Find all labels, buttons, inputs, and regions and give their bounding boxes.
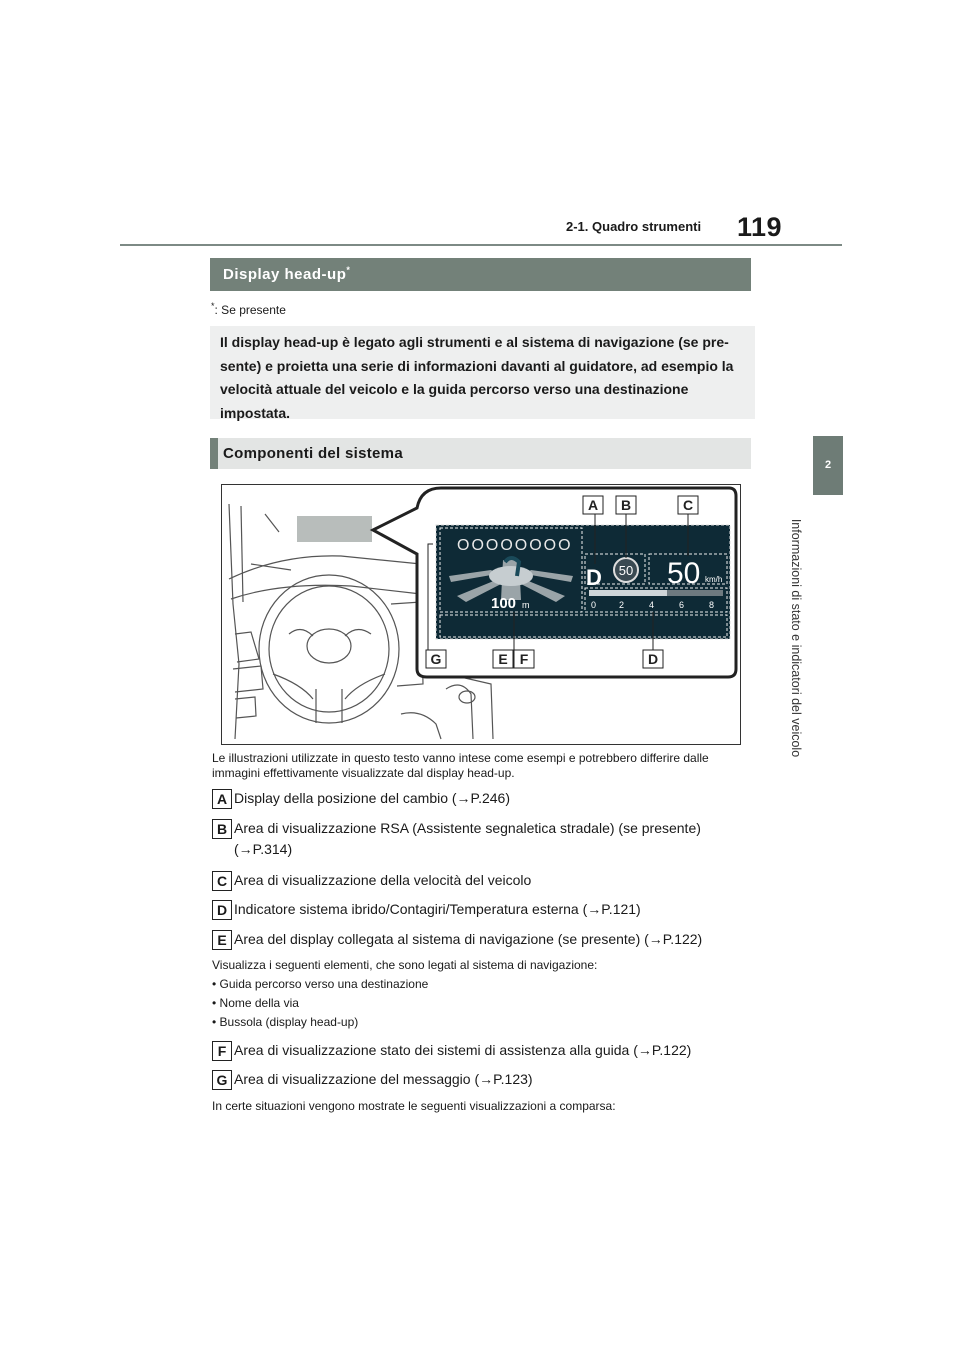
legend-item-b-cont: (→P.314) <box>234 841 293 857</box>
components-title: Componenti del sistema <box>223 445 403 462</box>
intro-box <box>210 326 755 419</box>
components-header <box>210 438 751 469</box>
badge-g: G <box>212 1070 232 1090</box>
e-description: Visualizza i seguenti elementi, che sono legati al sistema di navigazione: <box>212 958 598 972</box>
legend-text-b: Area di visualizzazione RSA (Assistente segnaletica stradale) (se presente) <box>234 820 701 836</box>
legend-text-e: Area del display collegata al sistema di navigazione (se presente) (→P.122) <box>234 931 703 947</box>
chapter-side-title-text: Informazioni di stato e indicatori del veicolo <box>789 518 803 757</box>
hud-rpm-tick-8: 8 <box>709 600 715 610</box>
e-bullet-3: • Bussola (display head-up) <box>212 1015 359 1029</box>
hud-speed-value: 50 <box>667 557 701 590</box>
footnote <box>211 301 286 317</box>
badge-d: D <box>212 900 232 920</box>
display-headup-header <box>210 258 751 291</box>
legend-text-g: Area di visualizzazione del messaggio (→P.123) <box>234 1071 533 1087</box>
hud-rsa-sign-value: 50 <box>618 563 634 578</box>
footnote-text: : Se presente <box>214 303 286 317</box>
legend-text-f: Area di visualizzazione stato dei sistemi di assistenza alla guida (→P.122) <box>234 1042 692 1058</box>
badge-c: C <box>212 871 232 891</box>
footnote-asterisk: * <box>211 301 215 311</box>
figure-caption: Le illustrazioni utilizzate in questo testo vanno intese come esempi e potrebbero differire dalle immagini effettivamente visualizzate dal display head-up. <box>212 751 709 780</box>
chapter-side-title <box>780 505 812 770</box>
section-title: 2-1. Quadro strumenti <box>566 219 702 234</box>
hud-rpm-tick-4: 4 <box>649 600 655 610</box>
badge-a: A <box>212 789 232 809</box>
hud-message-placeholder: OOOOOOOO <box>457 537 573 554</box>
page-number: 119 <box>737 212 783 242</box>
e-bullet-2: • Nome della via <box>212 996 299 1010</box>
closing-text: In certe situazioni vengono mostrate le seguenti visualizzazioni a comparsa: <box>212 1099 616 1113</box>
hud-rpm-tick-6: 6 <box>679 600 685 610</box>
header-rule <box>120 244 842 246</box>
hud-rpm-tick-2: 2 <box>619 600 625 610</box>
badge-e: E <box>212 930 232 950</box>
display-headup-title: Display head-up <box>223 266 347 283</box>
callout-d: D <box>647 651 659 667</box>
legend-text-c: Area di visualizzazione della velocità del veicolo <box>234 872 532 888</box>
callout-c: C <box>682 497 694 513</box>
intro-text: Il display head-up è legato agli strumenti e al sistema di navigazione (se pre-sente) e proietta una serie di informazioni davanti al guidatore, ad esempio la velocità attuale del veicolo e la guida percorso verso una destinazione impostata. <box>220 334 734 421</box>
hud-gear-indicator: D <box>586 565 602 590</box>
callout-g: G <box>430 651 442 667</box>
hud-figure <box>221 484 741 745</box>
chapter-tab[interactable]: 2 <box>813 436 843 495</box>
hud-illustration <box>221 484 741 745</box>
hud-nav-unit: m <box>522 600 530 610</box>
legend-text-a: Display della posizione del cambio (→P.246) <box>234 790 511 806</box>
badge-f: F <box>212 1041 232 1061</box>
callout-a: A <box>587 497 599 513</box>
callout-b: B <box>620 497 632 513</box>
hud-rpm-tick-0: 0 <box>591 600 597 610</box>
legend-text-d: Indicatore sistema ibrido/Contagiri/Temperatura esterna (→P.121) <box>234 901 641 917</box>
callout-f: F <box>519 651 529 667</box>
title-asterisk: * <box>346 265 351 275</box>
badge-b: B <box>212 819 232 839</box>
hud-nav-distance: 100 <box>491 595 517 612</box>
callout-e: E <box>498 651 508 667</box>
hud-speed-unit: km/h <box>705 575 723 584</box>
e-bullet-1: • Guida percorso verso una destinazione <box>212 977 429 991</box>
